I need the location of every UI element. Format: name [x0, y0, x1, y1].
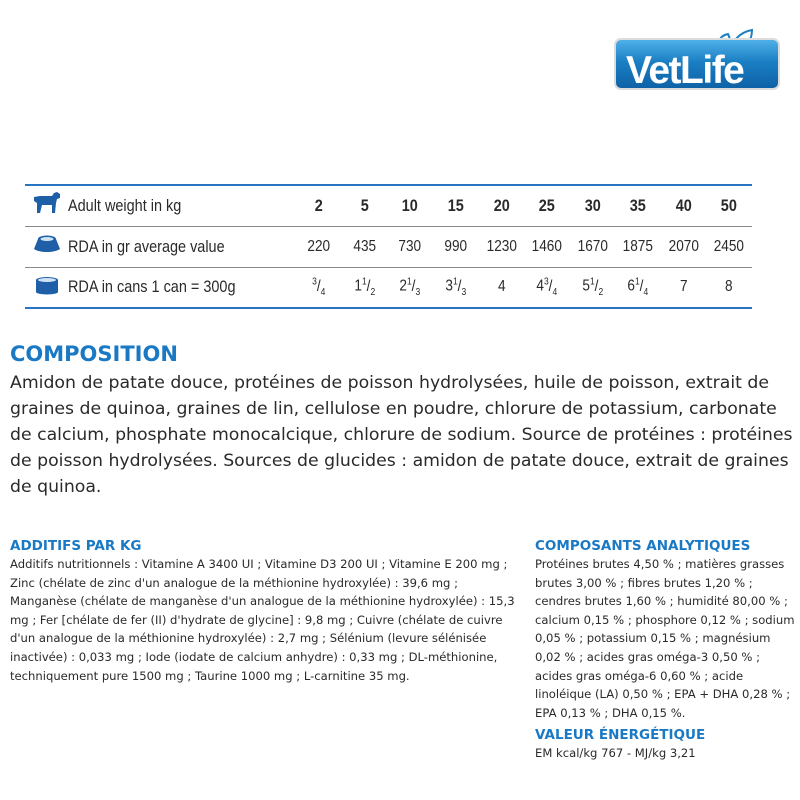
fraction-numerator: 1 [407, 276, 413, 288]
composition-text: Amidon de patate douce, protéines de poisson hydrolysées, huile de poisson, extrait de graines de quinoa, graines de lin, cellulose en poudre, chlorure de potassium, carbonate de calcium, phosphate monocalcique, chlorure de sodium. Source de protéines : protéines de poisson hydrolysées. Sources de glucides : amidon de patate douce, extrait de graines de quinoa. [10, 373, 793, 497]
additifs-title: ADDITIFS PAR KG [10, 538, 142, 554]
fraction-denominator: 2 [598, 287, 603, 298]
cans-whole: 8 [725, 278, 733, 296]
grams-value: 1875 [619, 226, 658, 267]
composants-section [535, 537, 795, 722]
weight-value: 2 [315, 195, 324, 215]
composants-title: COMPOSANTS ANALYTIQUES [535, 538, 751, 554]
grams-value: 220 [300, 226, 339, 267]
cans-fraction [361, 276, 375, 298]
row-label: RDA in gr average value [68, 226, 262, 267]
cans-whole: 4 [497, 278, 506, 296]
table-row-cans [25, 267, 752, 308]
additifs-text: Additifs nutritionnels : Vitamine A 3400 UI ; Vitamine D3 200 UI ; Vitamine E 200 mg ; Zinc (chélate de zinc d'un analogue de la méthionine hydroxylée) : 39,6 mg ; Manganèse (chélate de manganèse d'un analogue de la méthionine hydroxylée) : 15,3 mg ; Fer [chélate de fer (II) d'hydrate de glycine] : 9,8 mg ; Cuivre (chélate de cuivre d'un analogue de la méthionine hydroxylée) : 2,7 mg ; Sélénium (levure sélénisée inactivée) : 0,033 mg ; Iode (iodate de calcium anhydre) : 0,33 mg ; DL-méthionine, techniquement pure 1500 mg ; Taurine 1000 mg ; L-carnitine 35 mg. [10, 557, 515, 683]
fraction-numerator: 1 [452, 276, 458, 288]
cans-fraction [452, 276, 467, 298]
fraction-denominator: 4 [552, 287, 558, 298]
grams-value: 990 [436, 226, 475, 267]
fraction-numerator: 1 [635, 276, 640, 288]
weight-value: 10 [402, 195, 419, 215]
vetlife-logo [614, 28, 780, 90]
fraction-numerator: 3 [312, 276, 318, 288]
grams-value: 1230 [482, 226, 521, 267]
cans-whole: 7 [679, 278, 688, 296]
additifs-section [10, 537, 520, 685]
fraction-denominator: 4 [320, 287, 326, 298]
row-label: Adult weight in kg [68, 195, 182, 215]
cans-value [619, 267, 658, 308]
fraction-slash: / [317, 277, 321, 295]
cans-value [436, 267, 475, 308]
fraction-denominator: 3 [415, 287, 421, 298]
fraction-slash: / [639, 277, 644, 295]
cans-value [391, 267, 430, 308]
table-row-grams [25, 226, 752, 267]
cans-value [482, 267, 521, 308]
fraction-denominator: 4 [643, 287, 649, 298]
logo-text: VetLife [626, 49, 744, 92]
fraction-slash: / [366, 277, 371, 295]
dog-icon-cell [25, 185, 68, 226]
weight-value: 20 [493, 195, 510, 215]
grams-value: 1670 [573, 226, 612, 267]
cans-value [345, 267, 384, 308]
dog-icon [32, 191, 62, 215]
cans-value [527, 267, 566, 308]
cans-value [300, 267, 339, 308]
fraction-slash: / [457, 277, 462, 295]
fraction-denominator: 2 [370, 287, 375, 298]
cans-value [573, 267, 612, 308]
cans-fraction [544, 276, 558, 298]
weight-value: 50 [721, 195, 738, 215]
bowl-icon [32, 234, 62, 254]
table-row-weight [25, 185, 752, 226]
cans-fraction [407, 276, 421, 298]
cans-fraction [589, 276, 603, 298]
weight-value: 35 [629, 195, 647, 215]
fraction-numerator: 1 [589, 276, 595, 288]
weight-value: 30 [584, 195, 601, 215]
logo-banner [614, 38, 780, 90]
cans-fraction [312, 276, 326, 298]
bowl-icon-cell [25, 226, 68, 267]
composants-text: Protéines brutes 4,50 % ; matières grasses brutes 3,00 % ; fibres brutes 1,20 % ; cendres brutes 1,60 % ; humidité 80,00 % ; calcium 0,15 % ; phosphore 0,12 % ; sodium 0,05 % ; potassium 0,15 % ; magnésium 0,02 % ; acides gras oméga-3 0,50 % ; acides gras oméga-6 0,60 % ; acide linoléique (LA) 0,50 % ; EPA + DHA 0,28 % ; EPA 0,13 % ; DHA 0,15 %. [535, 557, 795, 720]
fraction-slash: / [548, 277, 553, 295]
fraction-numerator: 1 [361, 276, 367, 288]
grams-value: 2450 [710, 226, 749, 267]
rda-table [25, 184, 752, 309]
weight-value: 5 [360, 195, 369, 215]
weight-value: 40 [675, 195, 692, 215]
fraction-slash: / [412, 277, 416, 295]
fraction-numerator: 3 [544, 276, 549, 288]
energie-title: VALEUR ÉNERGÉTIQUE [535, 727, 706, 743]
cans-whole: 1 [354, 277, 362, 295]
fraction-denominator: 3 [461, 287, 467, 298]
can-icon [32, 275, 62, 295]
energie-section [535, 726, 795, 763]
cans-whole: 2 [399, 277, 408, 295]
grams-value: 435 [345, 226, 384, 267]
cans-whole: 3 [445, 277, 453, 295]
cans-value [710, 267, 749, 308]
fraction-slash: / [594, 277, 599, 295]
row-label: RDA in cans 1 can = 300g [68, 267, 262, 308]
grams-value: 1460 [527, 226, 566, 267]
weight-value: 25 [538, 195, 555, 215]
cans-fraction [635, 276, 649, 298]
grams-value: 2070 [664, 226, 703, 267]
cans-whole: 5 [581, 277, 590, 295]
cans-whole: 6 [627, 277, 636, 295]
grams-value: 730 [391, 226, 430, 267]
cans-whole: 4 [536, 277, 545, 295]
energie-text: EM kcal/kg 767 - MJ/kg 3,21 [535, 746, 696, 760]
cans-value [664, 267, 703, 308]
composition-title: COMPOSITION [10, 342, 178, 366]
weight-value: 15 [447, 195, 464, 215]
can-icon-cell [25, 267, 68, 308]
